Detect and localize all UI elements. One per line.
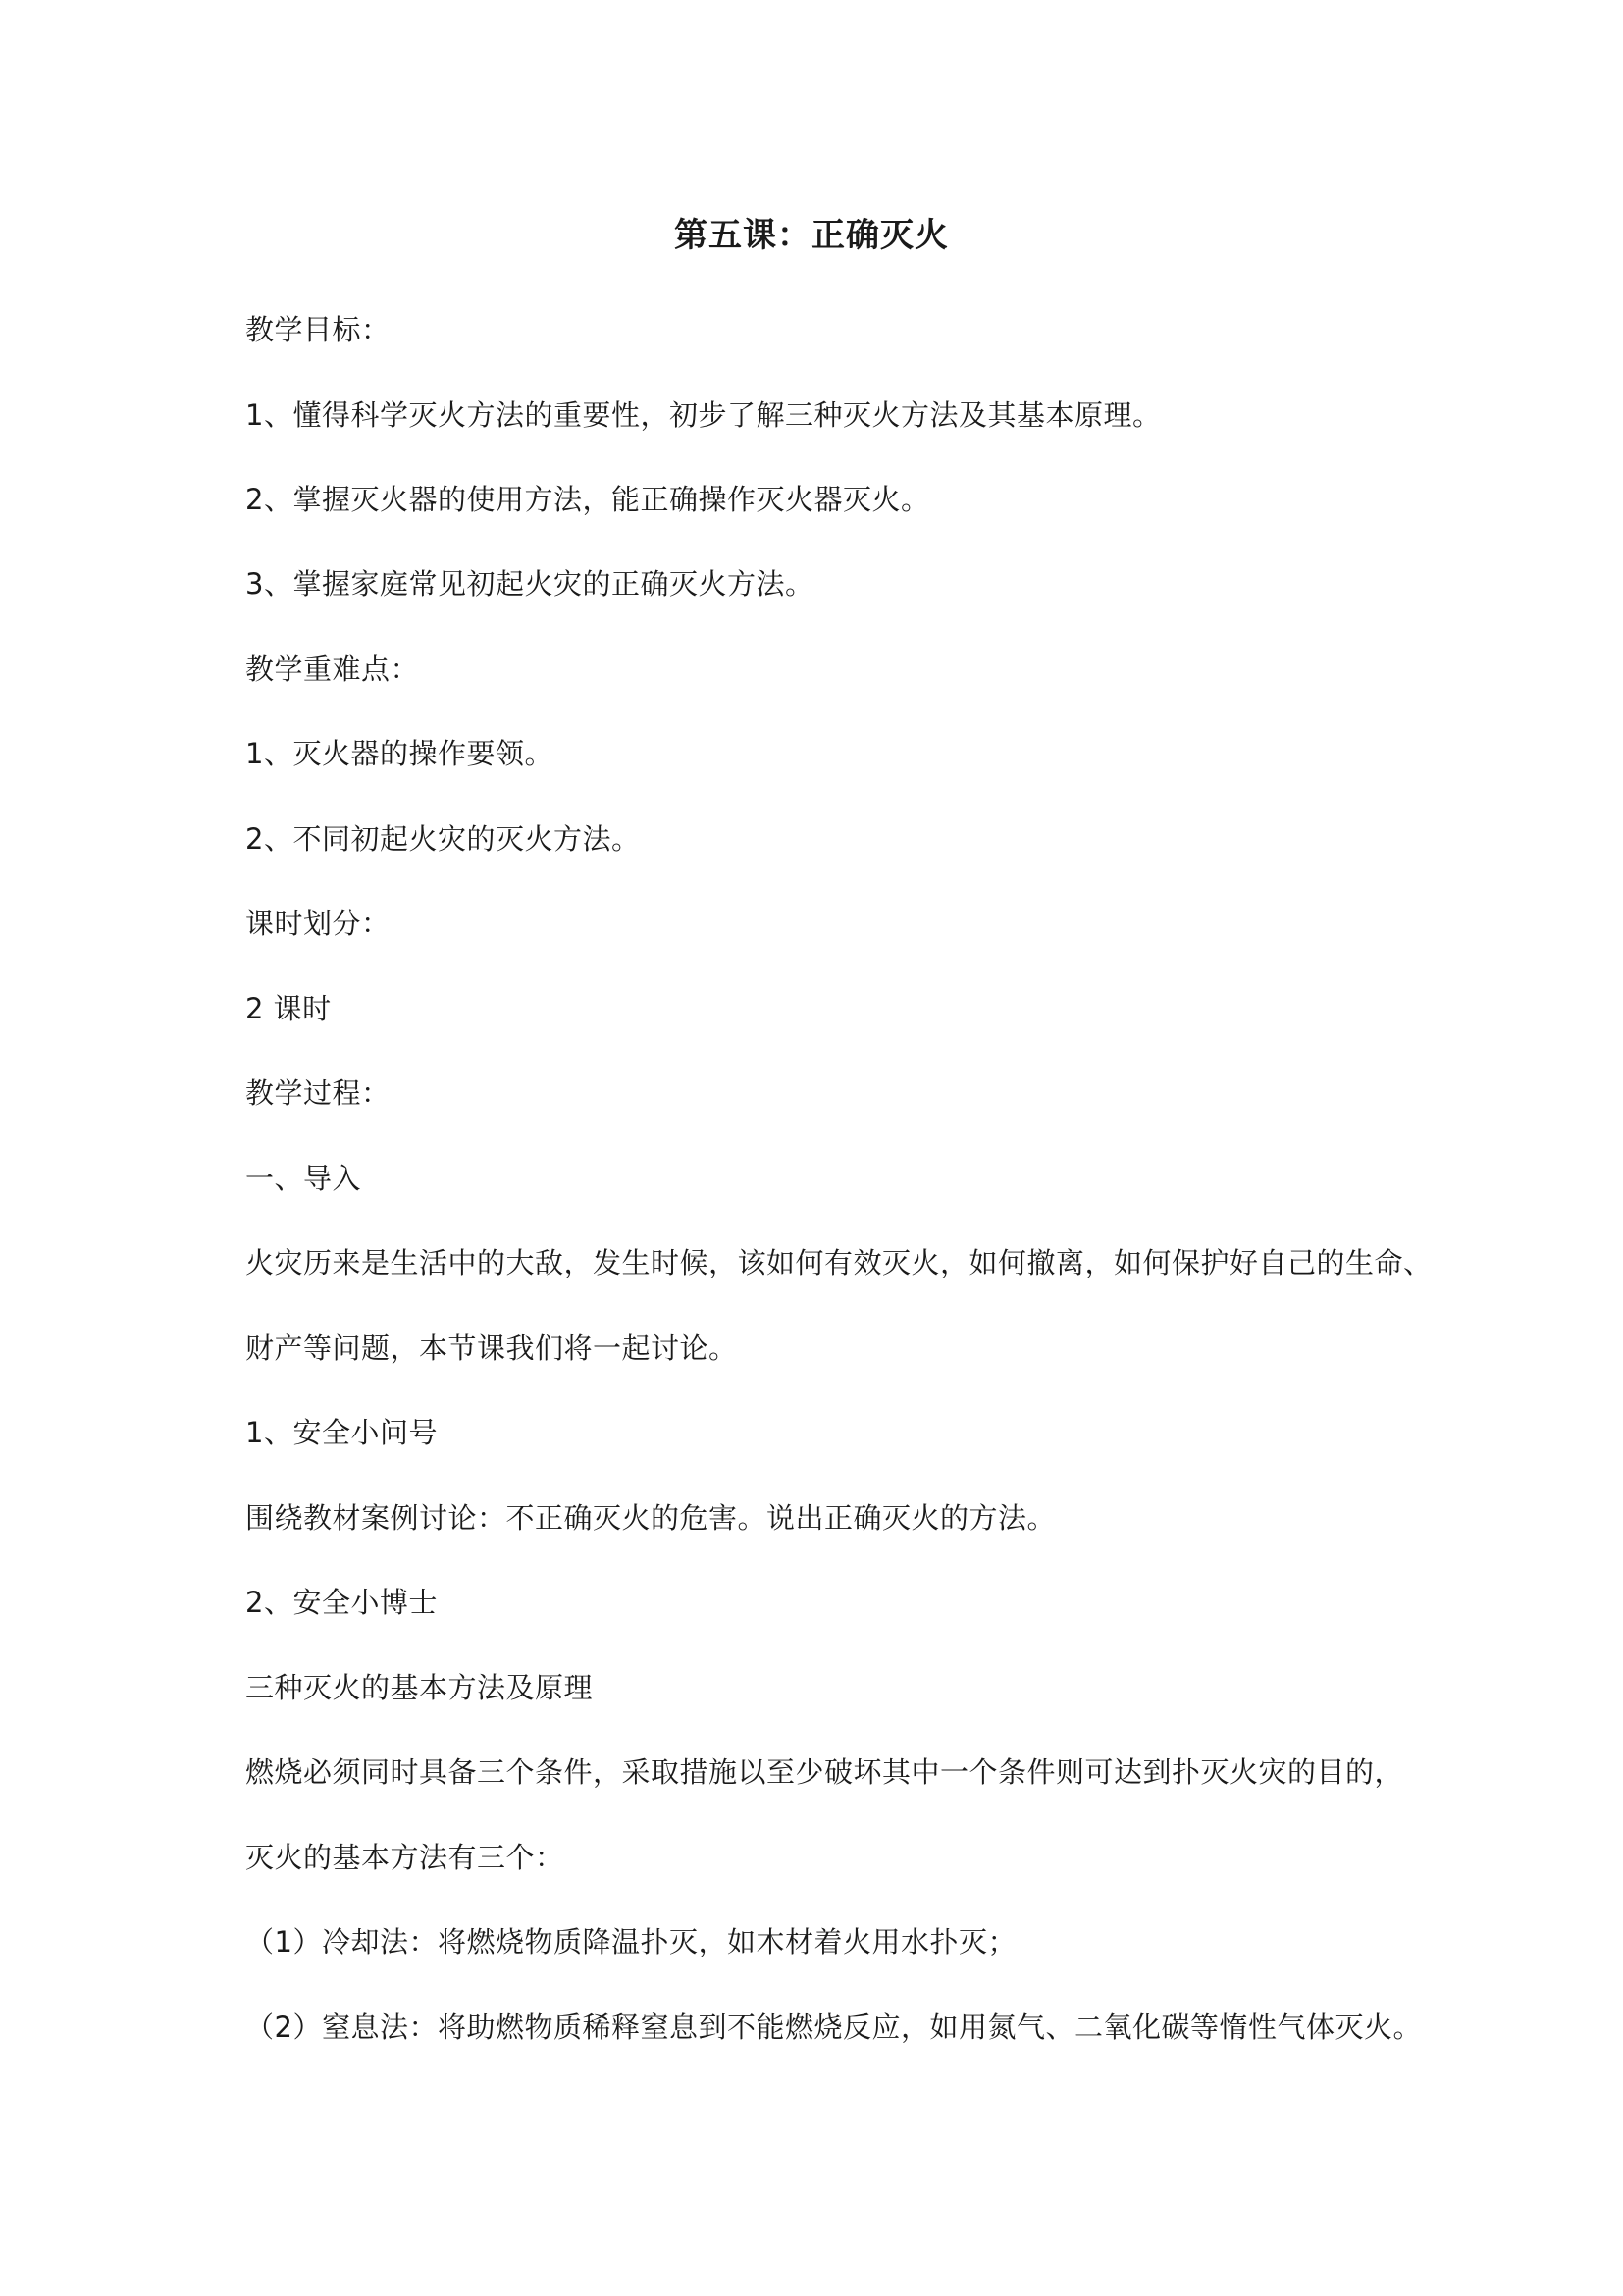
objective-item-1: 1、懂得科学灭火方法的重要性，初步了解三种灭火方法及其基本原理。: [245, 398, 1162, 432]
method-item-cooling: （1）冷却法：将燃烧物质降温扑灭，如木材着火用水扑灭；: [245, 1925, 1017, 1958]
paragraph-safety-question: 围绕教材案例讨论：不正确灭火的危害。说出正确灭火的方法。: [245, 1501, 1057, 1535]
key-point-item-1: 1、灭火器的操作要领。: [245, 737, 553, 770]
subsection-heading-safety-question: 1、安全小问号: [245, 1416, 438, 1449]
section-heading-key-points: 教学重难点：: [245, 652, 420, 686]
class-hours-value: 2 课时: [245, 992, 332, 1025]
page-title: 第五课：正确灭火: [674, 216, 949, 255]
subsection-heading-safety-expert: 2、安全小博士: [245, 1586, 438, 1619]
paragraph-intro-line-1: 火灾历来是生活中的大敌，发生时候，该如何有效灭火，如何撤离，如何保护好自己的生命、: [245, 1246, 1433, 1279]
key-point-item-2: 2、不同初起火灾的灭火方法。: [245, 822, 641, 856]
section-heading-process: 教学过程：: [245, 1076, 391, 1110]
subsection-heading-intro: 一、导入: [245, 1162, 362, 1195]
paragraph-methods-line-2: 灭火的基本方法有三个：: [245, 1841, 564, 1874]
objective-item-2: 2、掌握灭火器的使用方法，能正确操作灭火器灭火。: [245, 483, 930, 516]
section-heading-objectives: 教学目标：: [245, 313, 391, 346]
objective-item-3: 3、掌握家庭常见初起火灾的正确灭火方法。: [245, 567, 814, 600]
section-heading-class-hours: 课时划分：: [245, 907, 391, 940]
method-item-smothering: （2）窒息法：将助燃物质稀释窒息到不能燃烧反应，如用氮气、二氧化碳等惰性气体灭火。: [245, 2010, 1422, 2044]
paragraph-intro-line-2: 财产等问题，本节课我们将一起讨论。: [245, 1331, 738, 1365]
paragraph-methods-line-1: 燃烧必须同时具备三个条件，采取措施以至少破坏其中一个条件则可达到扑灭火灾的目的，: [245, 1755, 1404, 1789]
paragraph-methods-heading: 三种灭火的基本方法及原理: [245, 1671, 594, 1704]
